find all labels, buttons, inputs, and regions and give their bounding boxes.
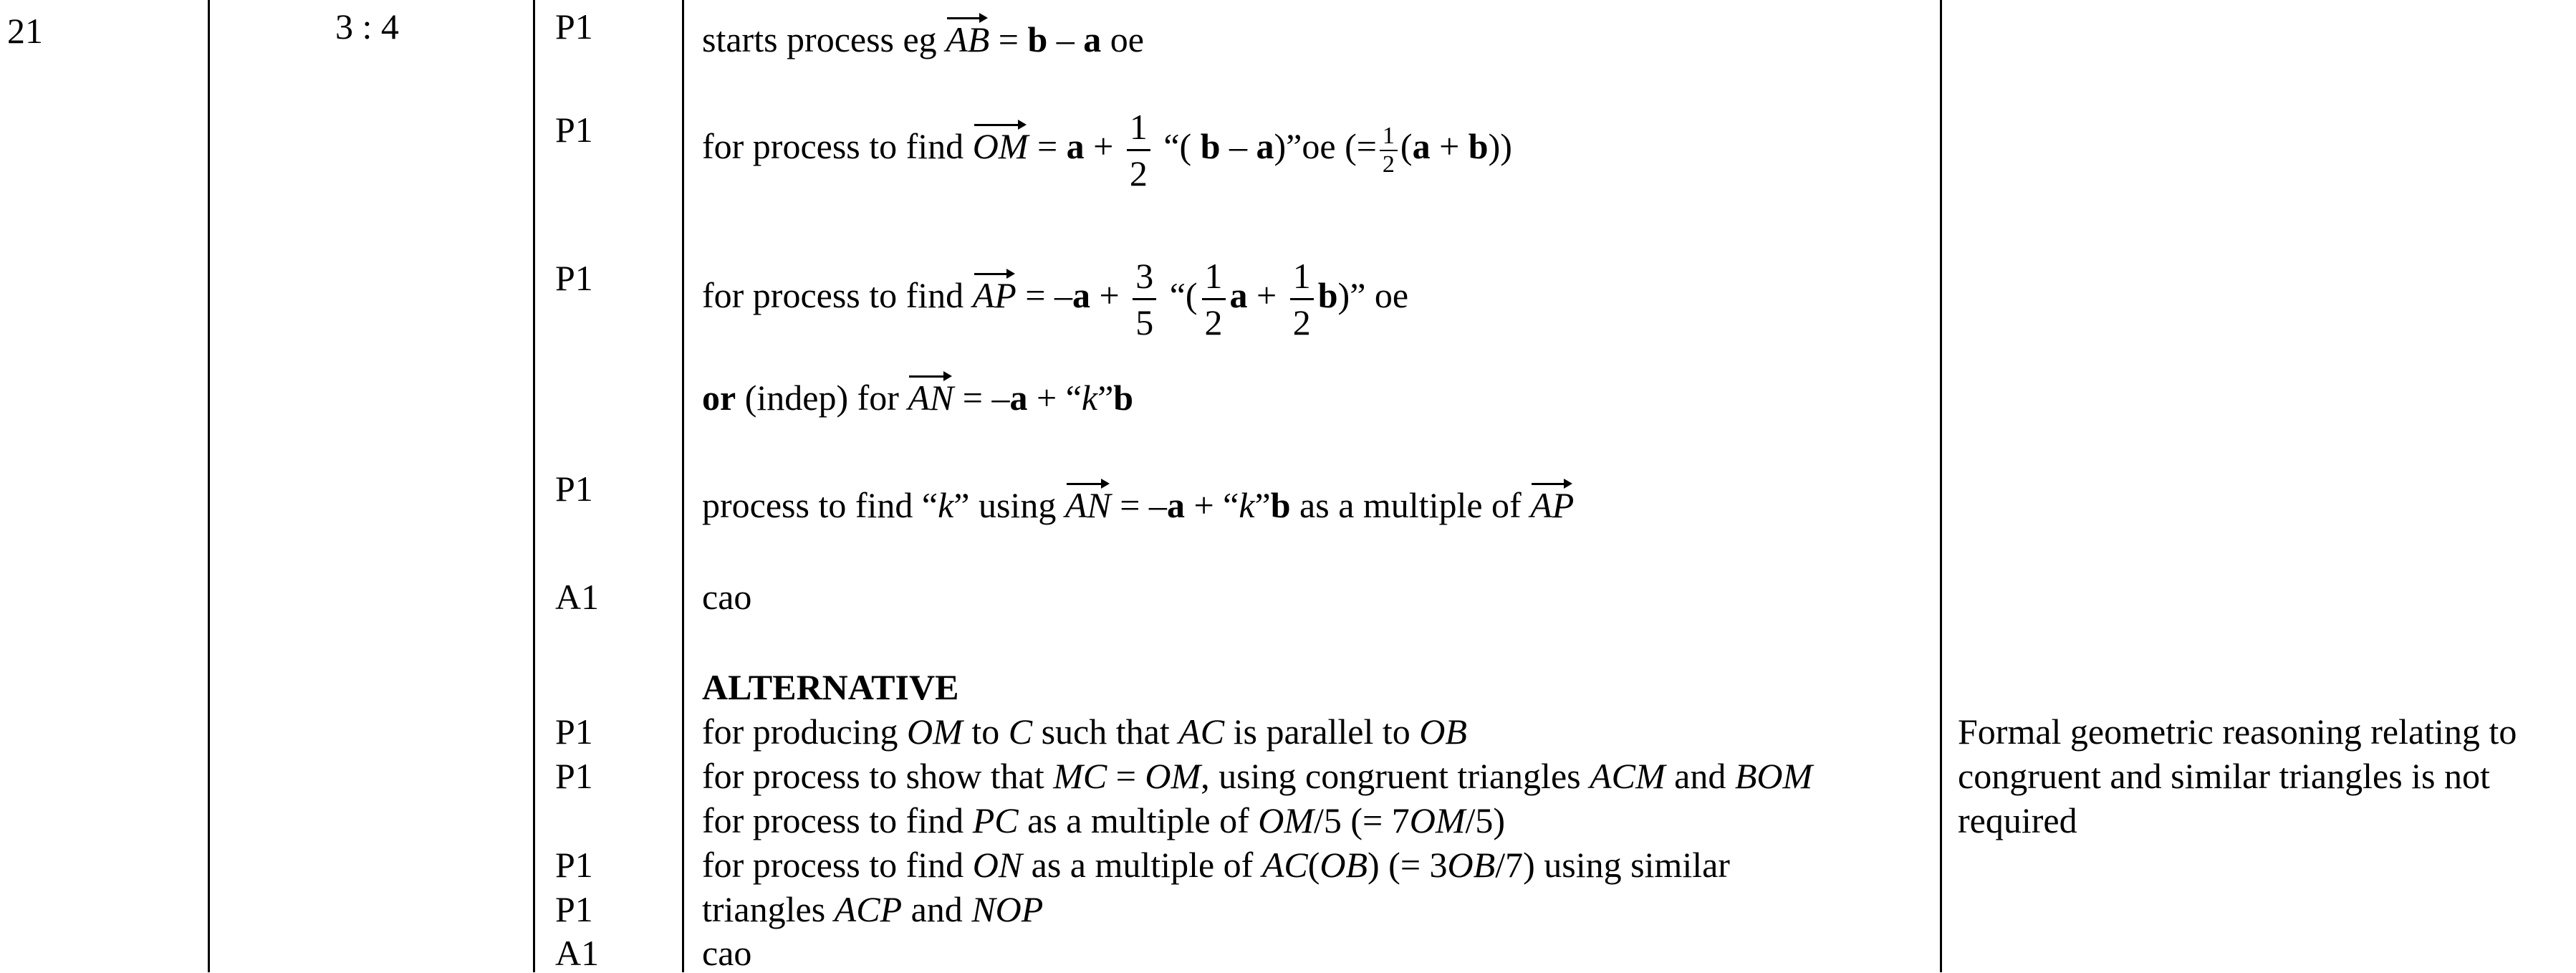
comment-line: Formal geometric reasoning relating to [1958,711,2517,752]
comment-line: required [1958,800,2077,840]
mark-label: P1 [555,258,593,298]
answer: 3 : 4 [335,6,399,47]
fraction: $\frac{1}{2}$ [1127,109,1150,191]
scheme-line: for process to find OM = a + $\frac{1}{2}$ “( b – a)”oe (= $\frac{1}{2}$ (a + b)) [702,107,1512,193]
scheme-line: for process to find PC as a multiple of OM/5 (= 7OM/5) [702,800,1506,840]
scheme-line: for producing OM to C such that AC is parallel to OB [702,711,1467,752]
mark-label: P1 [555,845,593,885]
fraction: $\frac{1}{2}$ [1380,124,1398,177]
mark-label: P1 [555,889,593,929]
scheme-line: cao [702,577,752,617]
fraction: $\frac{3}{5}$ [1133,258,1156,340]
fraction: $\frac{1}{2}$ [1202,258,1226,340]
alternative-heading: ALTERNATIVE [702,667,959,707]
mark-label: P1 [555,711,593,752]
column-divider [682,0,684,972]
comment-line: congruent and similar triangles is not [1958,756,2490,796]
column-divider [533,0,535,972]
scheme-line: for process to show that MC = OM, using congruent triangles ACM and BOM [702,756,1813,796]
mark-label: P1 [555,469,593,509]
mark-label: P1 [555,756,593,796]
scheme-line: triangles ACP and NOP [702,889,1044,929]
scheme-line: cao [702,933,752,973]
mark-label: A1 [555,577,600,617]
mark-label: P1 [555,110,593,150]
mark-label: A1 [555,933,600,973]
column-divider [1940,0,1942,972]
column-divider [208,0,210,972]
question-number: 21 [7,11,43,51]
fraction: $\frac{1}{2}$ [1290,258,1314,340]
scheme-line: or (indep) for AN = –a + “k”b [702,378,1134,418]
mark-label: P1 [555,6,593,47]
scheme-line: for process to find ON as a multiple of AC(OB) (= 3OB/7) using similar [702,845,1730,885]
scheme-line: starts process eg AB = b – a oe [702,19,1144,59]
scheme-line: for process to find AP = –a + $\frac{3}{5}$ “( $\frac{1}{2}$ a + $\frac{1}{2}$ b)” oe [702,256,1409,342]
scheme-line: process to find “k” using AN = –a + “k”b as a multiple of AP [702,485,1575,525]
